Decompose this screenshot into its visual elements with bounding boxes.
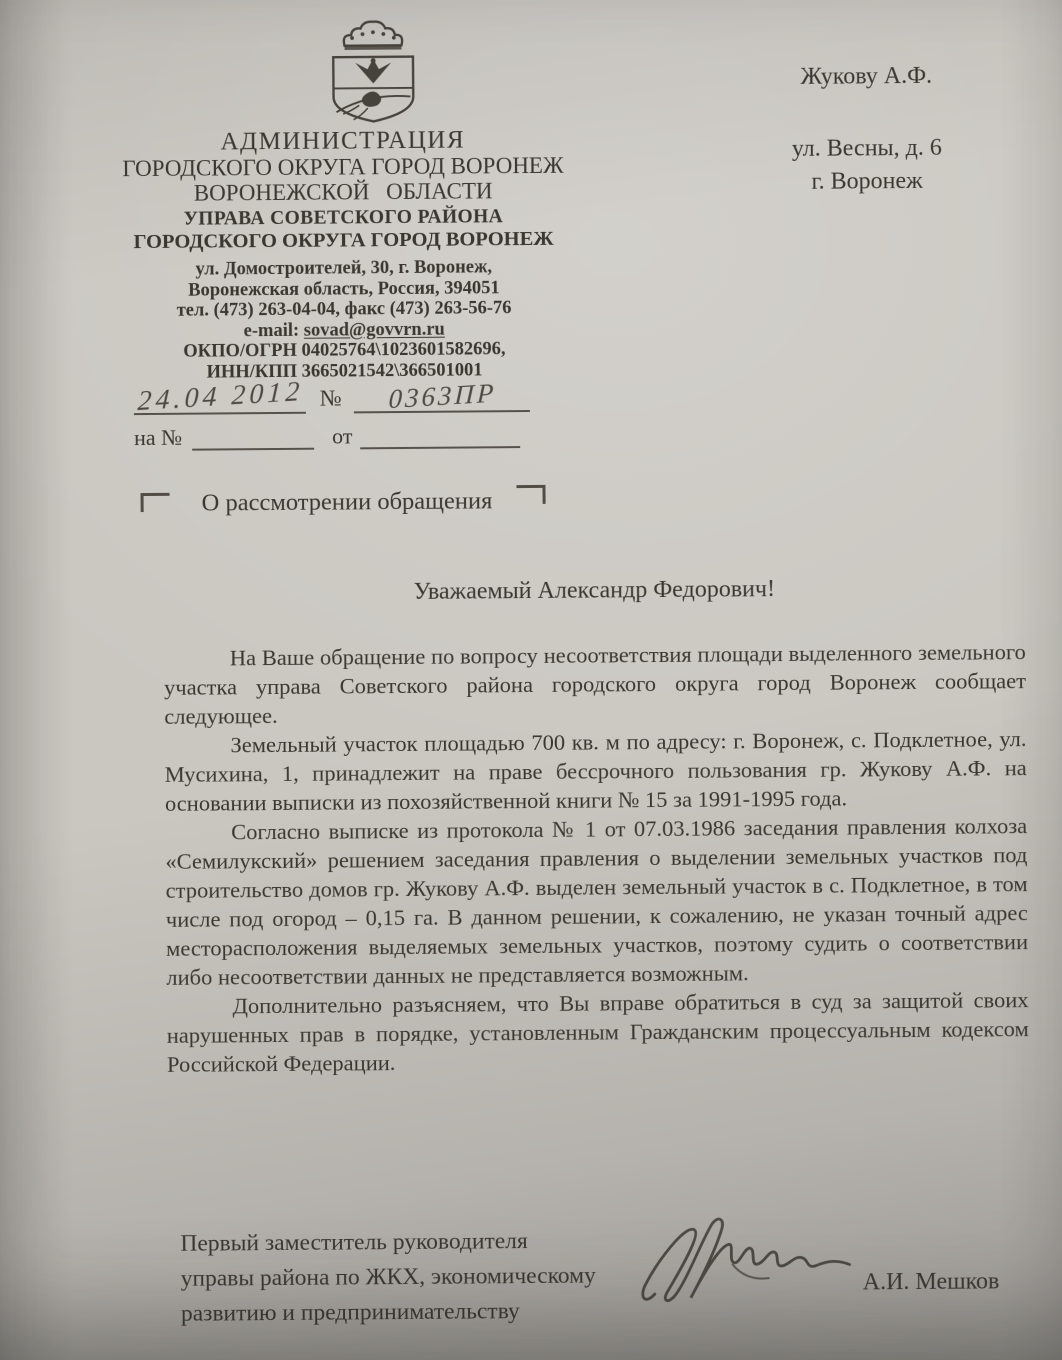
email-label: e-mail: [243,320,304,341]
signatory-title-line1: Первый заместитель руководителя [180,1228,528,1257]
reply-number-blank [192,448,314,451]
okpo-ogrn-line: ОКПО/ОГРН 04025764\1023601582696, [183,339,506,362]
address-line1: ул. Домостроителей, 30, г. Воронеж, [195,257,493,280]
reply-ot-label: от [332,423,353,449]
recipient-address-line2: г. Воронеж [811,167,923,195]
letterhead-contacts [105,257,584,384]
salutation: Уважаемый Александр Федорович! [413,576,776,605]
reply-reference-row [134,420,521,451]
recipient-address-line1: ул. Весны, д. 6 [791,134,942,162]
handwritten-date: 24.04 2012 [136,375,305,418]
number-sign-label: № [319,385,342,411]
inn-kpp-line: ИНН/КПП 3665021542\366501001 [206,359,483,383]
recipient-block [728,62,1005,199]
org-name-line3: ВОРОНЕЖСКОЙ ОБЛАСТИ [193,178,493,206]
signature-scribble [636,1207,867,1314]
signatory-title-line2: управы района по ЖКХ, экономическому [180,1262,596,1292]
voronezh-coat-of-arms-icon [298,13,449,126]
body-paragraph: Дополнительно разъясняем, что Вы вправе обратиться в суд за защитой своих нарушенных прав в порядке, установленным Гражданским процессуальным кодексом Российской Федерации. [166,987,1029,1077]
subject-block [140,480,545,518]
reply-date-blank [361,446,521,449]
letter-body [164,637,1029,1079]
signatory-title [180,1224,596,1332]
org-name-line2: ГОРОДСКОГО ОКРУГА ГОРОД ВОРОНЕЖ [122,152,564,182]
email-address: sovad@govvrn.ru [303,319,445,341]
body-paragraph: Земельный участок площадью 700 кв. м по адресу: г. Воронеж, с. Подклетное, ул. Мусихина, 1, принадлежит на праве бессрочного пользования гр. Жукову А.Ф. на основании выписки из похозяйственной книги № 15 за 1991-1995 года. [164,726,1027,816]
division-line1: УПРАВА СОВЕТСКОГО РАЙОНА [183,206,504,230]
date-blank-line [134,375,306,418]
org-name-line1: АДМИНИСТРАЦИЯ [220,126,466,156]
subject-line: О рассмотрении обращения [201,487,493,517]
date-number-row [134,374,530,418]
signatory-name: А.И. Мешков [862,1268,1000,1296]
phone-fax-line: тел. (473) 263-04-04, факс (473) 263-56-76 [176,298,512,321]
subject-corner-right-icon [516,485,545,504]
body-paragraph: Согласно выписке из протокола № 1 от 07.03.1986 заседания правления колхоза «Семилукский» решением заседания правления о выделении земельных участков под строительство домов гр. Жукову А.Ф. выделен земельный участок в с. Подклетное, в том числе под огород – 0,15 га. В данном решении, к сожалению, не указан точный адрес месторасположения выделяемых земельных участков, поэтому судить о соответствии либо несоответствии данных не представляется возможным. [165,813,1029,990]
number-blank-line [354,379,530,413]
reply-na-label: на № [133,424,183,451]
subject-corner-left-icon [141,493,170,512]
division-line2: ГОРОДСКОГО ОКРУГА ГОРОД ВОРОНЕЖ [133,227,554,254]
recipient-name: Жукову А.Ф. [800,62,933,90]
signatory-title-line3: развитию и предпринимательству [180,1298,520,1327]
address-line2: Воронежская область, Россия, 394051 [188,277,500,301]
handwritten-document-number: 0363ПР [387,377,498,415]
body-paragraph: На Ваше обращение по вопросу несоответствия площади выделенного земельного участка управа Советского района городского округа город Воронеж сообщает следующее. [163,639,1027,729]
letterhead [103,12,584,384]
